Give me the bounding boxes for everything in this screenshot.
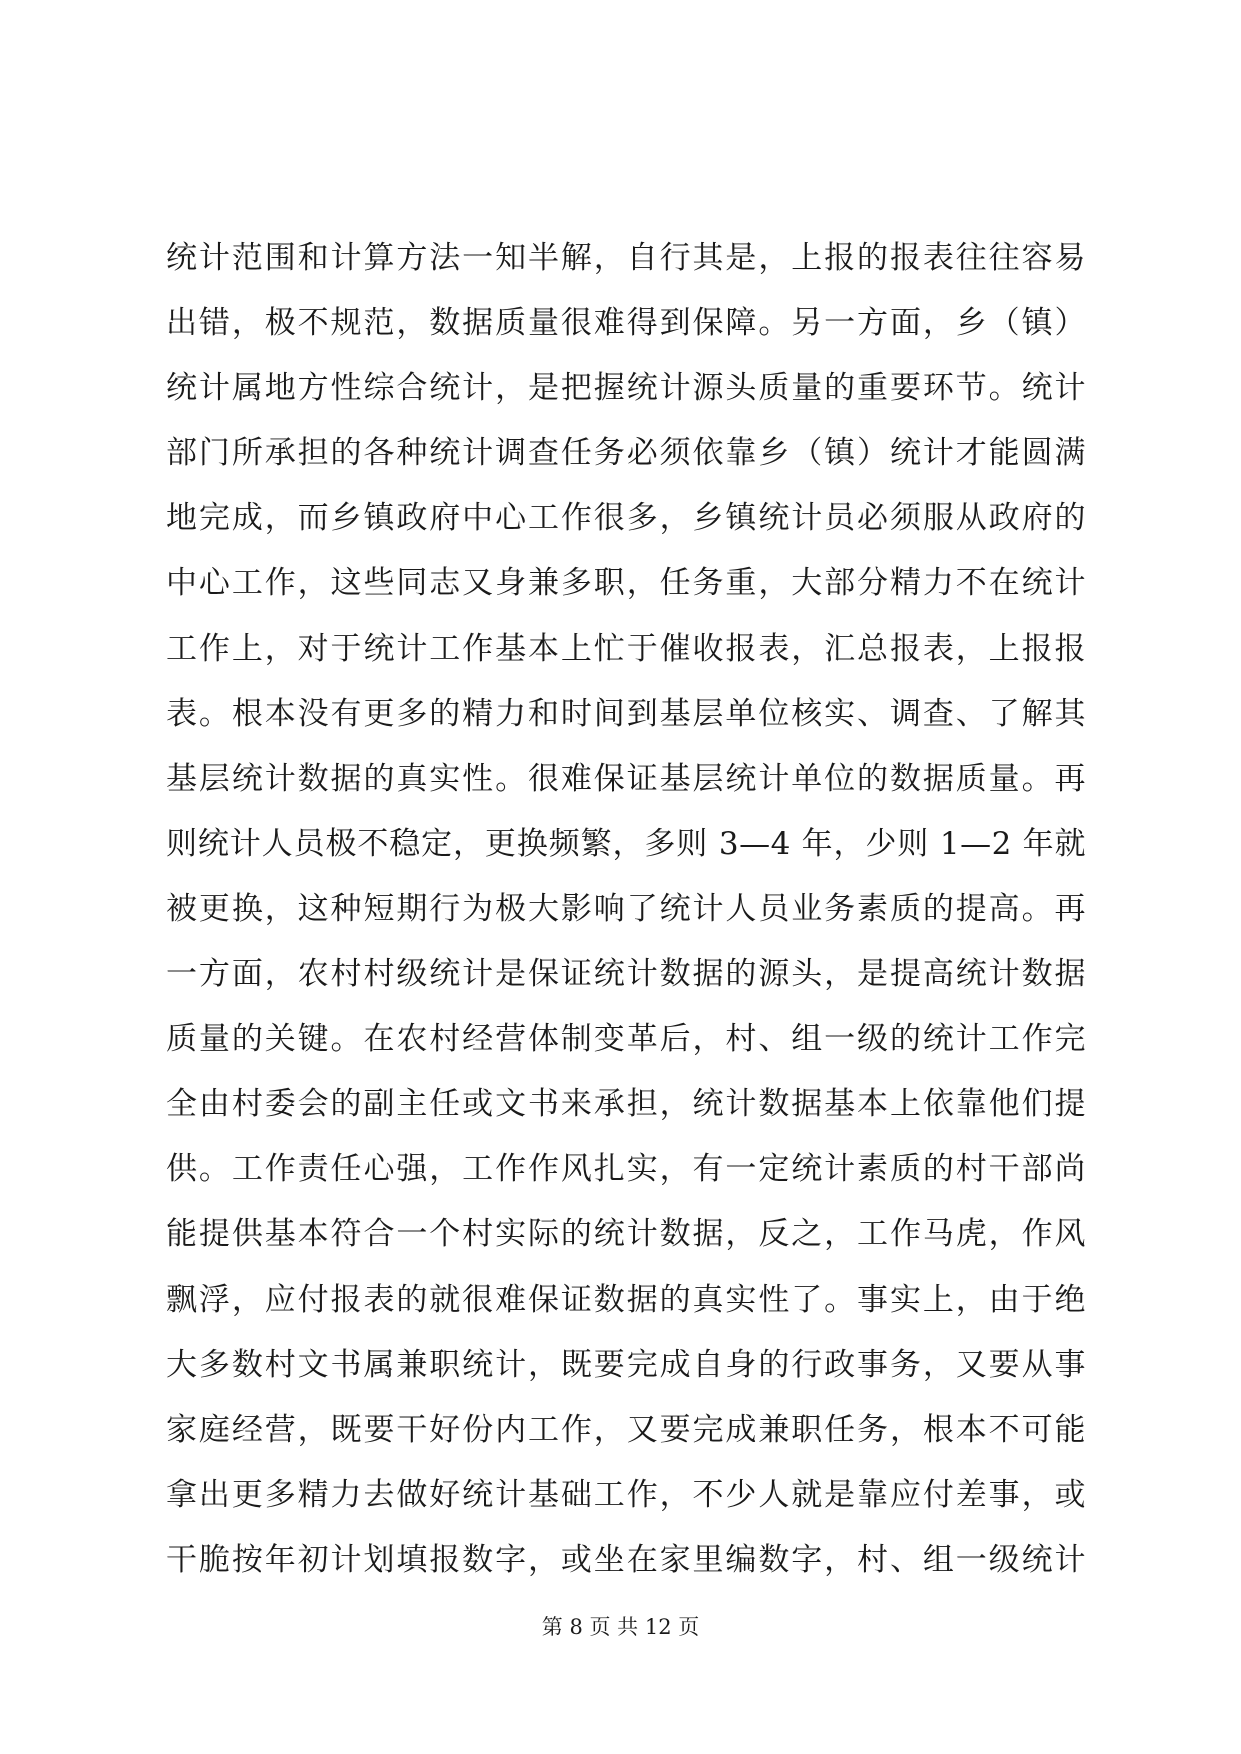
- text-line: 干脆按年初计划填报数字，或坐在家里编数字，村、组一级统计: [166, 1541, 1086, 1578]
- text-line: 表。根本没有更多的精力和时间到基层单位核实、调查、了解其: [166, 695, 1086, 732]
- text-line: 则统计人员极不稳定，更换频繁，多则 3—4 年，少则 1—2 年就: [166, 825, 1086, 862]
- body-paragraph: [166, 226, 1086, 1593]
- text-line: 地完成，而乡镇政府中心工作很多，乡镇统计员必须服从政府的: [166, 500, 1086, 537]
- page-number-footer: 第 8 页 共 12 页: [541, 1615, 700, 1639]
- text-line: 能提供基本符合一个村实际的统计数据，反之，工作马虎，作风: [166, 1216, 1086, 1253]
- text-line: 出错，极不规范，数据质量很难得到保障。另一方面，乡（镇）: [166, 305, 1086, 342]
- text-line: 家庭经营，既要干好份内工作，又要完成兼职任务，根本不可能: [166, 1411, 1086, 1448]
- text-line: 部门所承担的各种统计调查任务必须依靠乡（镇）统计才能圆满: [166, 435, 1086, 472]
- text-line: 中心工作，这些同志又身兼多职，任务重，大部分精力不在统计: [166, 565, 1086, 602]
- text-line: 大多数村文书属兼职统计，既要完成自身的行政事务，又要从事: [166, 1346, 1086, 1383]
- text-line: 质量的关键。在农村经营体制变革后，村、组一级的统计工作完: [166, 1021, 1086, 1058]
- text-line: 全由村委会的副主任或文书来承担，统计数据基本上依靠他们提: [166, 1086, 1086, 1123]
- text-line: 基层统计数据的真实性。很难保证基层统计单位的数据质量。再: [166, 760, 1086, 797]
- text-line: 工作上，对于统计工作基本上忙于催收报表，汇总报表，上报报: [166, 630, 1086, 667]
- text-line: 飘浮，应付报表的就很难保证数据的真实性了。事实上，由于绝: [166, 1281, 1086, 1318]
- text-line: 一方面，农村村级统计是保证统计数据的源头，是提高统计数据: [166, 956, 1086, 993]
- text-line: 统计范围和计算方法一知半解，自行其是，上报的报表往往容易: [166, 240, 1086, 276]
- text-line: 被更换，这种短期行为极大影响了统计人员业务素质的提高。再: [166, 890, 1086, 927]
- text-line: 供。工作责任心强，工作作风扎实，有一定统计素质的村干部尚: [166, 1151, 1086, 1188]
- text-line: 拿出更多精力去做好统计基础工作，不少人就是靠应付差事，或: [166, 1476, 1086, 1513]
- text-line: 统计属地方性综合统计，是把握统计源头质量的重要环节。统计: [166, 370, 1086, 407]
